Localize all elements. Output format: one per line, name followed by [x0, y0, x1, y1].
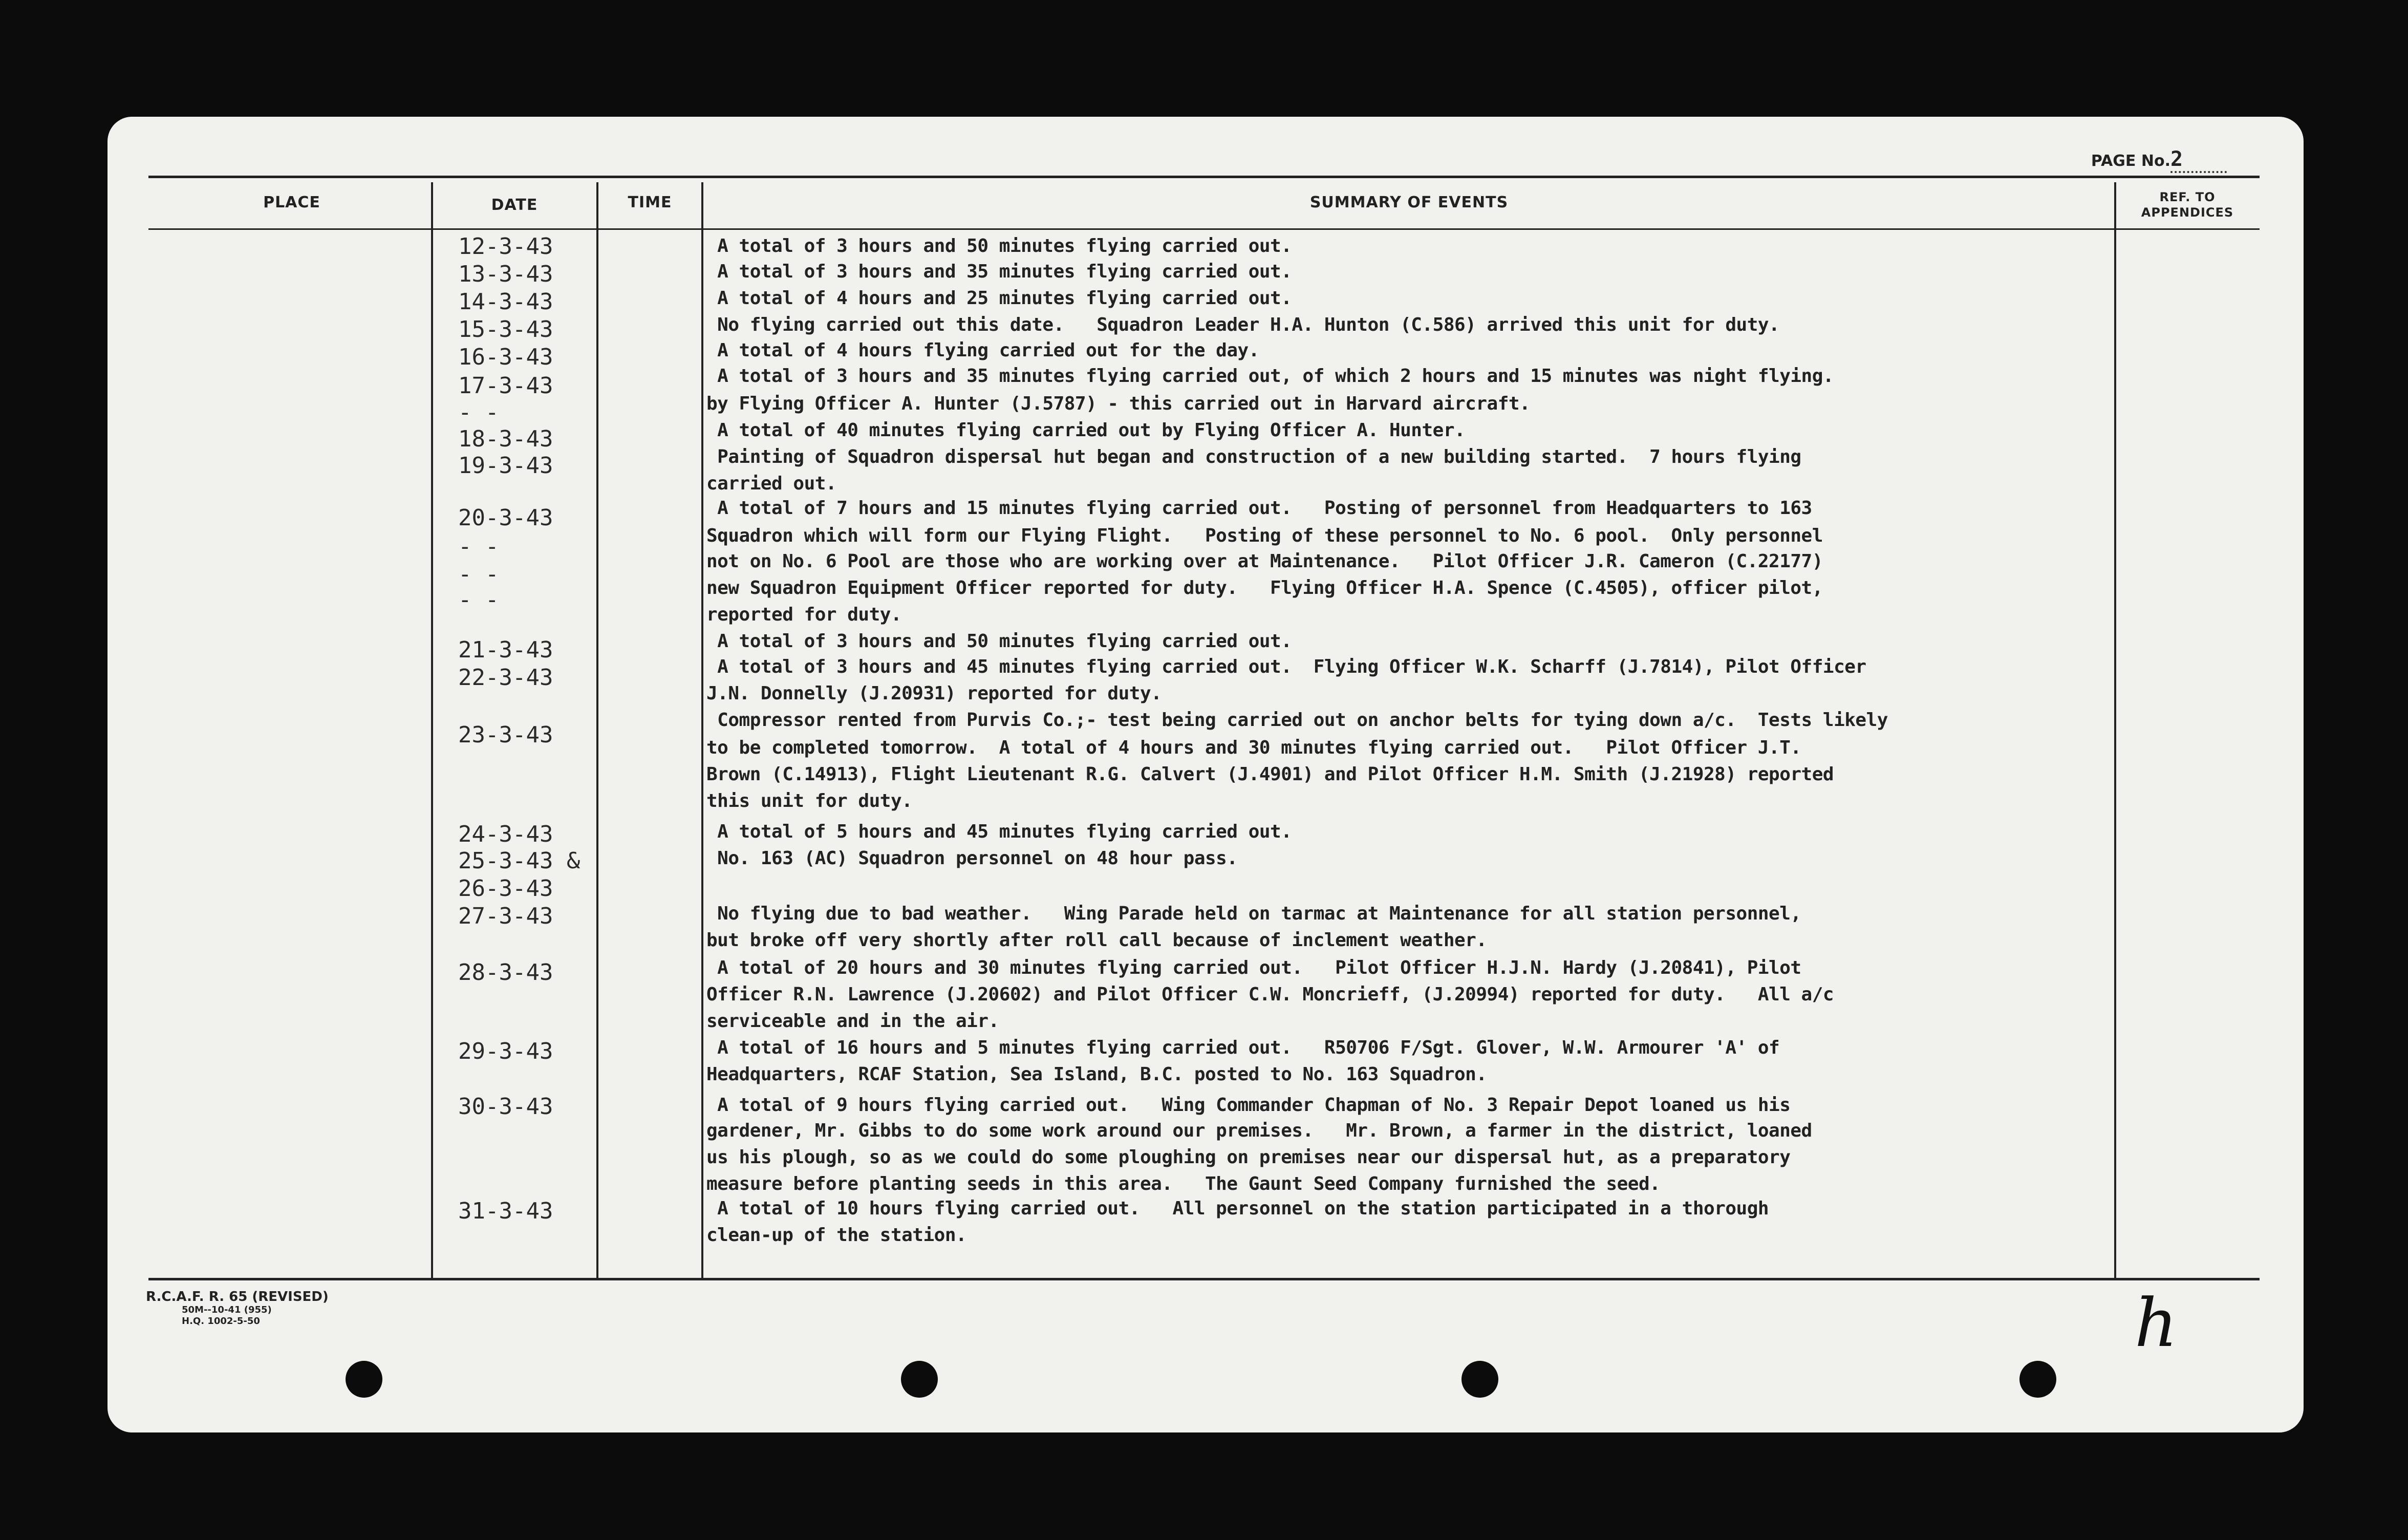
summary-line: clean-up of the station.	[706, 1225, 967, 1246]
entry-date: 31-3-43	[458, 1198, 553, 1224]
summary-line: A total of 9 hours flying carried out. Wing Commander Chapman of No. 3 Repair Depot loaned us his	[706, 1095, 1791, 1116]
entry-date: 17-3-43	[458, 373, 553, 399]
entry-date: 25-3-43 &	[458, 848, 580, 874]
entry-date: 21-3-43	[458, 637, 553, 663]
punch-hole	[901, 1361, 938, 1398]
summary-line: A total of 3 hours and 50 minutes flying carried out.	[706, 236, 1292, 256]
entry-date: 22-3-43	[458, 665, 553, 691]
summary-line: reported for duty.	[706, 604, 902, 625]
entry-date: 13-3-43	[458, 261, 553, 287]
summary-line: A total of 40 minutes flying carried out by Flying Officer A. Hunter.	[706, 420, 1466, 441]
summary-line: A total of 3 hours and 35 minutes flying carried out.	[706, 261, 1292, 282]
summary-line: Brown (C.14913), Flight Lieutenant R.G. Calvert (J.4901) and Pilot Officer H.M. Smith (J.21928) reported	[706, 764, 1834, 785]
summary-line: Compressor rented from Purvis Co.;- test being carried out on anchor belts for tying down a/c. Tests likely	[706, 710, 1888, 731]
date-header: DATE	[491, 196, 538, 214]
summary-line: A total of 3 hours and 50 minutes flying carried out.	[706, 631, 1292, 652]
page-number: 2	[2170, 147, 2227, 173]
entry-date: 27-3-43	[458, 903, 553, 929]
diary-page	[107, 117, 2304, 1432]
summary-line: A total of 7 hours and 15 minutes flying carried out. Posting of personnel from Headquarters to 163	[706, 498, 1812, 519]
time-header: TIME	[628, 194, 672, 211]
summary-line: J.N. Donnelly (J.20931) reported for duty.	[706, 683, 1162, 704]
table-bottom-rule	[148, 1278, 2260, 1280]
entry-date: 24-3-43	[458, 821, 553, 847]
header-top-rule	[148, 176, 2260, 178]
page-number-label: PAGE No.2	[2091, 147, 2227, 173]
entry-date: 12-3-43	[458, 233, 553, 260]
place-header: PLACE	[263, 194, 320, 211]
summary-line: A total of 10 hours flying carried out. All personnel on the station participated in a thorough	[706, 1198, 1769, 1219]
entry-date: - -	[458, 399, 499, 425]
summary-line: us his plough, so as we could do some ploughing on premises near our dispersal hut, as a preparatory	[706, 1147, 1791, 1168]
summary-line: No flying due to bad weather. Wing Parade held on tarmac at Maintenance for all station personnel,	[706, 903, 1801, 924]
entry-date: - -	[458, 561, 499, 587]
summary-line: A total of 4 hours and 25 minutes flying carried out.	[706, 288, 1292, 309]
summary-line: Officer R.N. Lawrence (J.20602) and Pilot Officer C.W. Moncrieff, (J.20994) reported for duty. All a/c	[706, 984, 1834, 1005]
entry-date: 18-3-43	[458, 426, 553, 452]
summary-line: A total of 3 hours and 35 minutes flying carried out, of which 2 hours and 15 minutes was night flying.	[706, 366, 1834, 387]
place-date-divider	[431, 182, 433, 1278]
ref-header: REF. TO APPENDICES	[2141, 190, 2234, 220]
summary-line: A total of 5 hours and 45 minutes flying carried out.	[706, 821, 1292, 842]
summary-line: A total of 3 hours and 45 minutes flying carried out. Flying Officer W.K. Scharff (J.7814), Pilot Officer	[706, 656, 1866, 677]
summary-line: carried out.	[706, 473, 837, 494]
time-summary-divider	[701, 182, 703, 1278]
summary-line: but broke off very shortly after roll call because of inclement weather.	[706, 930, 1487, 951]
punch-hole	[1461, 1361, 1498, 1398]
entry-date: - -	[458, 587, 499, 613]
summary-header: SUMMARY OF EVENTS	[1309, 194, 1509, 211]
entry-date: 20-3-43	[458, 505, 553, 531]
entry-date: 14-3-43	[458, 289, 553, 315]
entry-date: 29-3-43	[458, 1038, 553, 1064]
summary-line: not on No. 6 Pool are those who are working over at Maintenance. Pilot Officer J.R. Cameron (C.22177)	[706, 551, 1823, 572]
header-bottom-rule	[148, 228, 2260, 230]
summary-line: Painting of Squadron dispersal hut began and construction of a new building started. 7 hours flying	[706, 446, 1801, 467]
entry-date: 16-3-43	[458, 344, 553, 370]
entry-date: 30-3-43	[458, 1094, 553, 1120]
date-time-divider	[596, 182, 598, 1278]
entry-date: 26-3-43	[458, 875, 553, 902]
summary-line: measure before planting seeds in this area. The Gaunt Seed Company furnished the seed.	[706, 1173, 1661, 1194]
summary-line: A total of 20 hours and 30 minutes flying carried out. Pilot Officer H.J.N. Hardy (J.20841), Pilot	[706, 957, 1801, 978]
punch-hole	[346, 1361, 382, 1398]
handwritten-initial: h	[2135, 1284, 2178, 1362]
entry-date: 19-3-43	[458, 453, 553, 479]
form-code: R.C.A.F. R. 65 (REVISED) 50M--10-41 (955) H.Q. 1002-5-50	[146, 1289, 329, 1327]
summary-line: this unit for duty.	[706, 790, 913, 811]
entry-date: 23-3-43	[458, 722, 553, 748]
summary-line: No flying carried out this date. Squadron Leader H.A. Hunton (C.586) arrived this unit for duty.	[706, 314, 1780, 335]
summary-line: Squadron which will form our Flying Flight. Posting of these personnel to No. 6 pool. Only personnel	[706, 525, 1823, 546]
summary-line: serviceable and in the air.	[706, 1011, 999, 1032]
entry-date: 15-3-43	[458, 316, 553, 343]
entry-date: - -	[458, 533, 499, 560]
summary-line: Headquarters, RCAF Station, Sea Island, B.C. posted to No. 163 Squadron.	[706, 1064, 1487, 1085]
summary-line: new Squadron Equipment Officer reported for duty. Flying Officer H.A. Spence (C.4505), officer pilot,	[706, 578, 1823, 598]
summary-line: by Flying Officer A. Hunter (J.5787) - this carried out in Harvard aircraft.	[706, 393, 1531, 414]
summary-line: A total of 16 hours and 5 minutes flying carried out. R50706 F/Sgt. Glover, W.W. Armourer 'A' of	[706, 1037, 1780, 1058]
summary-line: No. 163 (AC) Squadron personnel on 48 hour pass.	[706, 848, 1238, 869]
summary-line: to be completed tomorrow. A total of 4 hours and 30 minutes flying carried out. Pilot Officer J.T.	[706, 737, 1801, 758]
punch-hole	[2019, 1361, 2056, 1398]
summary-line: gardener, Mr. Gibbs to do some work around our premises. Mr. Brown, a farmer in the district, loaned	[706, 1120, 1812, 1141]
summary-line: A total of 4 hours flying carried out for the day.	[706, 340, 1259, 361]
summary-ref-divider	[2114, 182, 2116, 1278]
entry-date: 28-3-43	[458, 959, 553, 986]
